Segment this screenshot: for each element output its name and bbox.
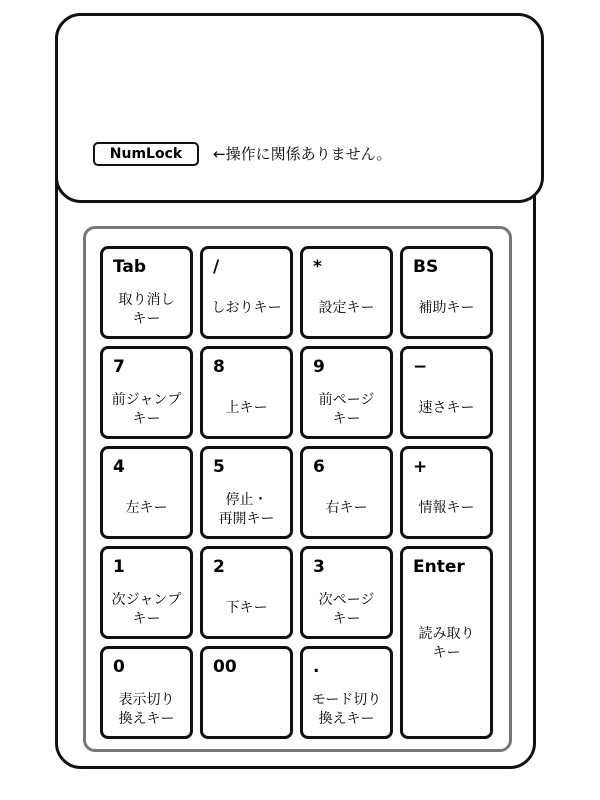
- key-legend: 00: [213, 657, 237, 677]
- key-function: しおりキー: [211, 300, 282, 316]
- top-panel: [55, 13, 544, 203]
- key-asterisk[interactable]: [300, 246, 393, 339]
- key-legend: 6: [313, 457, 325, 477]
- key-bs[interactable]: [400, 246, 493, 339]
- key-legend: Tab: [113, 257, 147, 277]
- key-minus[interactable]: [400, 346, 493, 439]
- key-function: 設定キー: [318, 300, 375, 316]
- key-3[interactable]: [300, 546, 393, 639]
- key-legend: 5: [213, 457, 225, 477]
- key-function: 次ジャンプ キー: [111, 592, 182, 627]
- key-function: 速さキー: [418, 400, 475, 416]
- numlock-note: ←操作に関係ありません。: [213, 145, 392, 163]
- key-legend: BS: [413, 257, 439, 277]
- key-1[interactable]: [100, 546, 193, 639]
- key-function: 取り消し キー: [118, 292, 175, 327]
- key-period[interactable]: [300, 646, 393, 739]
- key-tab[interactable]: [100, 246, 193, 339]
- key-function: 前ジャンプ キー: [111, 392, 182, 427]
- key-legend: 4: [113, 457, 125, 477]
- key-function: 補助キー: [418, 300, 475, 316]
- key-2[interactable]: [200, 546, 293, 639]
- key-function: 停止・ 再開キー: [218, 492, 275, 527]
- key-5[interactable]: [200, 446, 293, 539]
- key-legend: 9: [313, 357, 325, 377]
- key-legend: 8: [213, 357, 225, 377]
- key-legend: Enter: [413, 557, 465, 577]
- key-legend: −: [413, 357, 428, 377]
- key-function: 前ページ キー: [318, 392, 375, 427]
- key-function: 情報キー: [418, 500, 475, 516]
- key-legend: 1: [113, 557, 125, 577]
- key-function: 下キー: [225, 600, 268, 616]
- key-function: 読み取り キー: [418, 626, 475, 661]
- key-legend: .: [313, 657, 320, 677]
- key-legend: /: [213, 257, 220, 277]
- key-function: 左キー: [125, 500, 168, 516]
- key-4[interactable]: [100, 446, 193, 539]
- key-8[interactable]: [200, 346, 293, 439]
- key-legend: 2: [213, 557, 225, 577]
- key-slash[interactable]: [200, 246, 293, 339]
- key-function: 上キー: [225, 400, 268, 416]
- key-9[interactable]: [300, 346, 393, 439]
- key-7[interactable]: [100, 346, 193, 439]
- key-function: 次ページ キー: [318, 592, 375, 627]
- key-function: 右キー: [325, 500, 368, 516]
- key-legend: 0: [113, 657, 125, 677]
- key-enter[interactable]: [400, 546, 493, 739]
- key-legend: 7: [113, 357, 125, 377]
- key-plus[interactable]: [400, 446, 493, 539]
- key-0[interactable]: [100, 646, 193, 739]
- key-legend: 3: [313, 557, 325, 577]
- numlock-key[interactable]: NumLock: [93, 142, 199, 166]
- key-6[interactable]: [300, 446, 393, 539]
- key-legend: *: [313, 257, 322, 277]
- key-function: 表示切り 換えキー: [118, 692, 175, 727]
- key-legend: +: [413, 457, 428, 477]
- key-function: モード切り 換えキー: [311, 692, 382, 727]
- key-00[interactable]: [200, 646, 293, 739]
